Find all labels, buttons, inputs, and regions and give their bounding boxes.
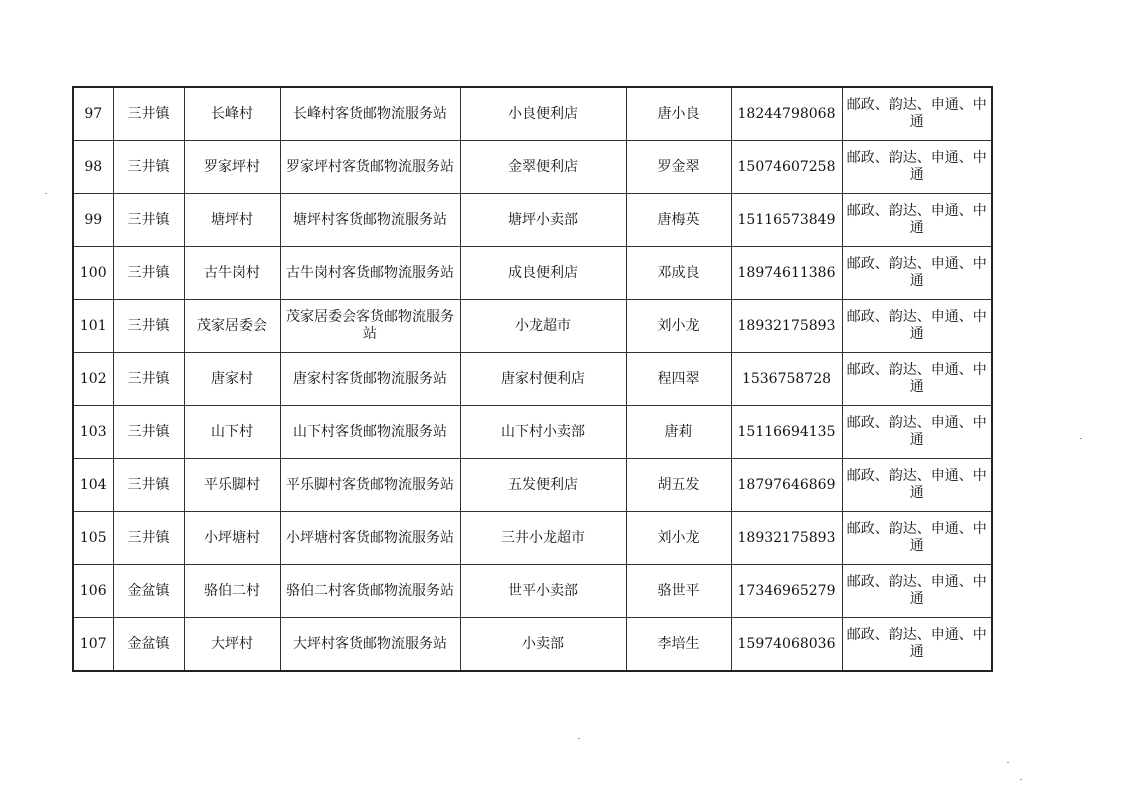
village-cell: 古牛岗村 (184, 247, 280, 300)
table-body (73, 87, 992, 671)
town-cell: 金盆镇 (113, 618, 184, 672)
row-number-cell: 103 (73, 406, 113, 459)
shop-name-cell: 塘坪小卖部 (460, 194, 626, 247)
town-cell: 三井镇 (113, 406, 184, 459)
shop-name-cell: 小良便利店 (460, 87, 626, 141)
station-name-cell: 罗家坪村客货邮物流服务站 (280, 141, 460, 194)
town-cell: 三井镇 (113, 459, 184, 512)
phone-cell: 15974068036 (731, 618, 842, 672)
table-row (73, 141, 992, 194)
courier-list-cell: 邮政、韵达、申通、中通 (842, 87, 992, 141)
contact-name-cell: 李培生 (626, 618, 731, 672)
village-cell: 骆伯二村 (184, 565, 280, 618)
contact-name-cell: 骆世平 (626, 565, 731, 618)
contact-name-cell: 罗金翠 (626, 141, 731, 194)
village-cell: 罗家坪村 (184, 141, 280, 194)
contact-name-cell: 刘小龙 (626, 512, 731, 565)
village-cell: 塘坪村 (184, 194, 280, 247)
courier-list-cell: 邮政、韵达、申通、中通 (842, 406, 992, 459)
courier-list-cell: 邮政、韵达、申通、中通 (842, 300, 992, 353)
table-row (73, 512, 992, 565)
row-number-cell: 97 (73, 87, 113, 141)
station-name-cell: 唐家村客货邮物流服务站 (280, 353, 460, 406)
table-row (73, 406, 992, 459)
shop-name-cell: 成良便利店 (460, 247, 626, 300)
scan-speck (45, 193, 47, 194)
shop-name-cell: 小龙超市 (460, 300, 626, 353)
phone-cell: 18974611386 (731, 247, 842, 300)
station-name-cell: 骆伯二村客货邮物流服务站 (280, 565, 460, 618)
phone-cell: 18797646869 (731, 459, 842, 512)
town-cell: 金盆镇 (113, 565, 184, 618)
station-name-cell: 茂家居委会客货邮物流服务站 (280, 300, 460, 353)
contact-name-cell: 唐小良 (626, 87, 731, 141)
contact-name-cell: 邓成良 (626, 247, 731, 300)
station-name-cell: 大坪村客货邮物流服务站 (280, 618, 460, 672)
row-number-cell: 105 (73, 512, 113, 565)
village-cell: 唐家村 (184, 353, 280, 406)
contact-name-cell: 唐莉 (626, 406, 731, 459)
contact-name-cell: 程四翠 (626, 353, 731, 406)
table-row (73, 618, 992, 672)
table-row (73, 300, 992, 353)
phone-cell: 18932175893 (731, 512, 842, 565)
station-name-cell: 小坪塘村客货邮物流服务站 (280, 512, 460, 565)
row-number-cell: 101 (73, 300, 113, 353)
phone-cell: 17346965279 (731, 565, 842, 618)
table-row (73, 87, 992, 141)
courier-list-cell: 邮政、韵达、申通、中通 (842, 512, 992, 565)
phone-cell: 15116694135 (731, 406, 842, 459)
town-cell: 三井镇 (113, 300, 184, 353)
contact-name-cell: 胡五发 (626, 459, 731, 512)
station-name-cell: 山下村客货邮物流服务站 (280, 406, 460, 459)
table-row (73, 247, 992, 300)
town-cell: 三井镇 (113, 247, 184, 300)
phone-cell: 1536758728 (731, 353, 842, 406)
courier-list-cell: 邮政、韵达、申通、中通 (842, 353, 992, 406)
shop-name-cell: 小卖部 (460, 618, 626, 672)
phone-cell: 18932175893 (731, 300, 842, 353)
village-cell: 小坪塘村 (184, 512, 280, 565)
row-number-cell: 104 (73, 459, 113, 512)
shop-name-cell: 唐家村便利店 (460, 353, 626, 406)
row-number-cell: 99 (73, 194, 113, 247)
village-cell: 长峰村 (184, 87, 280, 141)
table-row (73, 565, 992, 618)
row-number-cell: 107 (73, 618, 113, 672)
row-number-cell: 100 (73, 247, 113, 300)
town-cell: 三井镇 (113, 87, 184, 141)
shop-name-cell: 世平小卖部 (460, 565, 626, 618)
village-cell: 茂家居委会 (184, 300, 280, 353)
town-cell: 三井镇 (113, 141, 184, 194)
table-row (73, 194, 992, 247)
town-cell: 三井镇 (113, 512, 184, 565)
row-number-cell: 102 (73, 353, 113, 406)
table-row (73, 459, 992, 512)
scan-speck (1007, 762, 1009, 763)
courier-list-cell: 邮政、韵达、申通、中通 (842, 141, 992, 194)
courier-list-cell: 邮政、韵达、申通、中通 (842, 459, 992, 512)
village-cell: 平乐脚村 (184, 459, 280, 512)
courier-list-cell: 邮政、韵达、申通、中通 (842, 618, 992, 672)
scan-speck (1020, 779, 1022, 780)
town-cell: 三井镇 (113, 194, 184, 247)
town-cell: 三井镇 (113, 353, 184, 406)
scan-speck (578, 738, 580, 739)
phone-cell: 15116573849 (731, 194, 842, 247)
station-name-cell: 平乐脚村客货邮物流服务站 (280, 459, 460, 512)
scan-speck (1080, 438, 1082, 439)
shop-name-cell: 山下村小卖部 (460, 406, 626, 459)
row-number-cell: 98 (73, 141, 113, 194)
village-cell: 大坪村 (184, 618, 280, 672)
station-name-cell: 长峰村客货邮物流服务站 (280, 87, 460, 141)
row-number-cell: 106 (73, 565, 113, 618)
station-name-cell: 古牛岗村客货邮物流服务站 (280, 247, 460, 300)
shop-name-cell: 三井小龙超市 (460, 512, 626, 565)
contact-name-cell: 刘小龙 (626, 300, 731, 353)
courier-list-cell: 邮政、韵达、申通、中通 (842, 565, 992, 618)
shop-name-cell: 金翠便利店 (460, 141, 626, 194)
service-station-table (72, 86, 993, 672)
contact-name-cell: 唐梅英 (626, 194, 731, 247)
table-row (73, 353, 992, 406)
courier-list-cell: 邮政、韵达、申通、中通 (842, 194, 992, 247)
courier-list-cell: 邮政、韵达、申通、中通 (842, 247, 992, 300)
phone-cell: 18244798068 (731, 87, 842, 141)
village-cell: 山下村 (184, 406, 280, 459)
phone-cell: 15074607258 (731, 141, 842, 194)
station-name-cell: 塘坪村客货邮物流服务站 (280, 194, 460, 247)
shop-name-cell: 五发便利店 (460, 459, 626, 512)
